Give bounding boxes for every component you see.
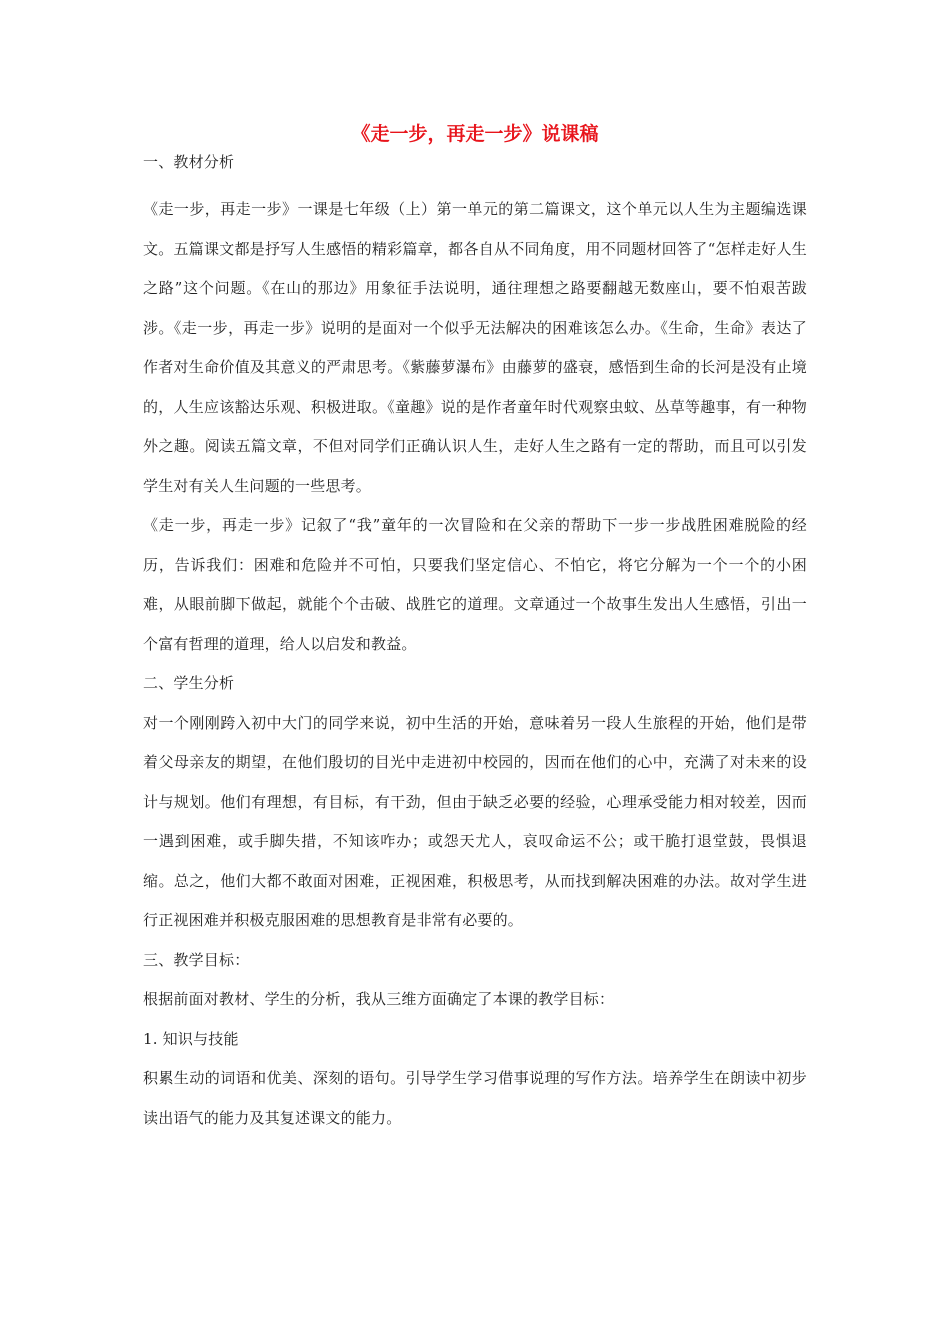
section-heading-teaching-material: 一、教材分析 — [143, 153, 235, 171]
subheading-knowledge-skills: 1. 知识与技能 — [143, 1029, 239, 1048]
paragraph-knowledge-skills: 积累生动的词语和优美、深刻的语句。引导学生学习借事说理的写作方法。培养学生在朗读中初步读出语气的能力及其复述课文的能力。 — [143, 1069, 807, 1127]
section-heading-teaching-goals: 三、教学目标： — [143, 950, 250, 969]
paragraph-material-analysis-1: 《走一步，再走一步》一课是七年级（上）第一单元的第二篇课文，这个单元以人生为主题编选课文。五篇课文都是抒写人生感悟的精彩篇章，都各自从不同角度，用不同题材回答了“怎样走好人生之路”这个问题。《在山的那边》用象征手法说明，通往理想之路要翻越无数座山，要不怕艰苦跋涉。《走一步，再走一步》说明的是面对一个似乎无法解决的困难该怎么办。《生命，生命》表达了作者对生命价值及其意义的严肃思考。《紫藤萝瀑布》由藤萝的盛衰，感悟到生命的长河是没有止境的，人生应该豁达乐观、积极进取。《童趣》说的是作者童年时代观察虫蚊、丛草等趣事，有一种物外之趣。阅读五篇文章，不但对同学们正确认识人生，走好人生之路有一定的帮助，而且可以引发学生对有关人生问题的一些思考。 — [143, 200, 807, 495]
document-title: 《走一步，再走一步》说课稿 — [351, 123, 599, 145]
section-heading-student-analysis: 二、学生分析 — [143, 674, 235, 692]
paragraph-student-analysis: 对一个刚刚跨入初中大门的同学来说，初中生活的开始，意味着另一段人生旅程的开始，他们是带着父母亲友的期望，在他们殷切的目光中走进初中校园的，因而在他们的心中，充满了对未来的设计与规划。他们有理想，有目标，有干劲，但由于缺乏必要的经验，心理承受能力相对较差，因而一遇到困难，或手脚失措，不知该咋办；或怨天尤人，哀叹命运不公；或干脆打退堂鼓，畏惧退缩。总之，他们大都不敢面对困难，正视困难，积极思考，从而找到解决困难的办法。故对学生进行正视困难并积极克服困难的思想教育是非常有必要的。 — [143, 713, 807, 929]
document-body — [143, 116, 807, 1138]
paragraph-material-analysis-2: 《走一步，再走一步》记叙了“我”童年的一次冒险和在父亲的帮助下一步一步战胜困难脱险的经历，告诉我们：困难和危险并不可怕，只要我们坚定信心、不怕它，将它分解为一个一个的小困难，从眼前脚下做起，就能个个击破、战胜它的道理。文章通过一个故事生发出人生感悟，引出一个富有哲理的道理，给人以启发和教益。 — [143, 516, 807, 653]
paragraph-teaching-goals-intro: 根据前面对教材、学生的分析，我从三维方面确定了本课的教学目标： — [143, 990, 615, 1008]
